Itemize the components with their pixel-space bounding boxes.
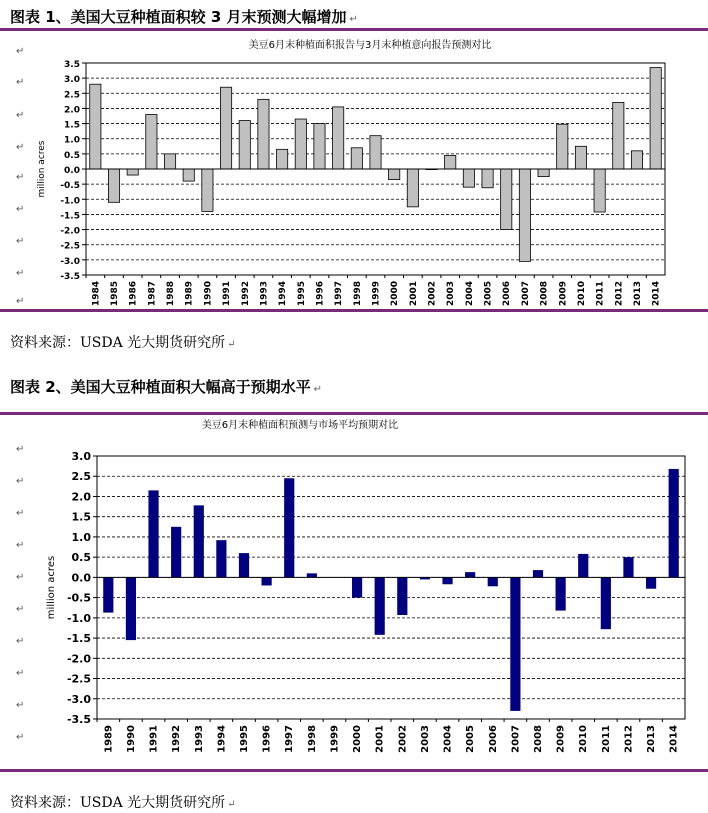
bar	[669, 469, 679, 577]
paragraph-mark-icon: ↵	[16, 700, 25, 711]
y-tick-label: 1.5	[71, 510, 91, 524]
bar	[370, 136, 381, 169]
x-tick-label: 2003	[419, 725, 431, 753]
x-tick-label: 2002	[427, 281, 438, 307]
bar	[307, 573, 317, 577]
x-tick-label: 2006	[502, 281, 513, 307]
y-tick-label: -3.5	[60, 272, 80, 282]
y-tick-label: -3.5	[66, 713, 91, 726]
bar	[127, 169, 138, 175]
chart-title: 美豆6月末种植面积预测与市场平均预期对比	[201, 420, 399, 431]
bar	[519, 169, 530, 261]
x-tick-label: 2001	[374, 725, 386, 753]
bar	[284, 478, 294, 577]
bar	[164, 154, 175, 169]
paragraph-mark-icon: ↵	[16, 204, 25, 215]
bar	[314, 124, 325, 169]
bar	[445, 155, 456, 169]
paragraph-mark-icon: ↵	[16, 110, 25, 121]
paragraph-mark-icon: ↵	[16, 636, 25, 647]
paragraph-mark-icon: ↵	[16, 172, 25, 183]
paragraph-mark-icon: ↵	[16, 572, 25, 583]
paragraph-mark-icon: ↵	[16, 476, 25, 487]
figure2-heading-text: 图表 2、美国大豆种植面积大幅高于预期水平	[10, 378, 311, 396]
y-tick-label: -1.0	[66, 611, 91, 625]
y-tick-label: -1.5	[60, 211, 80, 222]
bar	[90, 84, 101, 169]
paragraph-mark-icon: ↵	[16, 444, 25, 455]
x-tick-label: 1991	[148, 725, 160, 753]
x-tick-label: 2003	[446, 281, 457, 307]
figure2-chart	[0, 416, 708, 768]
y-tick-label: 3.0	[71, 450, 91, 463]
bar	[183, 169, 194, 181]
x-tick-label: 1998	[352, 281, 363, 307]
y-tick-label: -1.0	[60, 196, 80, 207]
figure2-heading	[10, 376, 322, 397]
x-tick-label: 2009	[555, 725, 567, 753]
figure2-bottom-rule	[0, 769, 708, 772]
y-axis-label: million acres	[46, 555, 57, 620]
x-tick-label: 2000	[390, 281, 401, 307]
y-tick-label: -3.0	[66, 692, 91, 706]
y-tick-label: -2.5	[60, 241, 80, 252]
y-tick-label: 0.0	[71, 571, 91, 585]
x-tick-label: 1997	[284, 725, 296, 753]
x-tick-label: 1992	[171, 725, 183, 753]
figure1-top-rule	[0, 28, 708, 31]
bar	[601, 577, 611, 629]
bar	[194, 505, 204, 577]
paragraph-mark-icon: ↵	[16, 508, 25, 519]
bar	[239, 553, 249, 577]
y-tick-label: 2.0	[71, 490, 91, 504]
y-tick-label: -3.0	[60, 256, 80, 267]
x-tick-label: 1990	[203, 281, 214, 307]
x-tick-label: 1994	[216, 725, 228, 753]
bar	[533, 570, 543, 577]
bar	[277, 149, 288, 169]
paragraph-mark-icon: ↵	[227, 339, 236, 350]
bar	[594, 169, 605, 212]
bar	[351, 148, 362, 169]
bar	[488, 577, 498, 586]
paragraph-mark-icon: ↵	[16, 732, 25, 743]
paragraph-mark-icon: ↵	[313, 384, 323, 395]
x-tick-label: 1987	[147, 281, 158, 307]
x-tick-label: 1995	[296, 281, 307, 307]
bar	[202, 169, 213, 211]
y-tick-label: 0.5	[64, 150, 80, 161]
y-axis-label: million acres	[37, 140, 47, 198]
chart-title: 美豆6月末种植面积报告与3月末种植意向报告预测对比	[248, 40, 492, 51]
x-tick-label: 2005	[483, 281, 494, 307]
paragraph-mark-icon: ↵	[16, 268, 25, 279]
x-tick-label: 2012	[623, 725, 635, 753]
x-tick-label: 2004	[442, 725, 454, 753]
x-tick-label: 2002	[397, 725, 409, 753]
x-tick-label: 2000	[352, 725, 364, 753]
bar	[538, 169, 549, 177]
y-tick-label: -1.5	[66, 632, 91, 646]
y-tick-label: 2.0	[64, 105, 80, 116]
figure1-source	[10, 332, 236, 352]
bar	[463, 169, 474, 187]
paragraph-mark-icon: ↵	[227, 799, 236, 810]
bar	[239, 121, 250, 169]
x-tick-label: 2013	[646, 725, 658, 753]
x-tick-label: 1996	[261, 725, 273, 753]
bar	[389, 169, 400, 180]
bar	[631, 151, 642, 169]
bar	[262, 577, 272, 585]
bar	[557, 124, 568, 169]
x-tick-label: 2013	[632, 281, 643, 307]
x-tick-label: 2011	[600, 725, 612, 753]
x-tick-label: 1998	[306, 725, 318, 753]
figure1-source-text: 资料来源：USDA 光大期货研究所	[10, 335, 226, 351]
paragraph-mark-icon: ↵	[16, 77, 25, 88]
x-tick-label: 1993	[193, 725, 205, 753]
bar	[146, 114, 157, 169]
x-tick-label: 2011	[595, 281, 606, 307]
paragraph-mark-icon: ↵	[16, 296, 25, 307]
bar	[510, 577, 520, 711]
bar	[575, 146, 586, 169]
bar	[103, 577, 113, 612]
x-tick-label: 1995	[239, 725, 250, 753]
y-tick-label: -2.0	[66, 652, 91, 666]
bar	[465, 572, 475, 577]
figure2-source-text: 资料来源：USDA 光大期货研究所	[10, 795, 226, 811]
figure1-heading-text: 图表 1、美国大豆种植面积较 3 月末预测大幅增加	[10, 8, 347, 26]
bar	[216, 540, 226, 577]
paragraph-mark-icon: ↵	[349, 14, 358, 25]
y-tick-label: -2.5	[66, 672, 91, 686]
x-tick-label: 1988	[166, 281, 177, 307]
bar	[407, 169, 418, 207]
x-tick-label: 2005	[465, 725, 477, 753]
x-tick-label: 1989	[184, 281, 195, 307]
paragraph-mark-icon: ↵	[16, 540, 25, 551]
bar	[623, 557, 633, 577]
x-tick-label: 2012	[614, 281, 625, 307]
x-tick-label: 2004	[464, 281, 475, 307]
x-tick-label: 1986	[128, 281, 139, 307]
bar	[442, 577, 452, 584]
x-tick-label: 2008	[533, 725, 544, 753]
x-tick-label: 2001	[408, 281, 419, 307]
bar	[126, 577, 136, 640]
y-tick-label: 2.5	[64, 90, 80, 101]
paragraph-mark-icon: ↵	[16, 46, 25, 57]
figure2-top-rule	[0, 412, 708, 415]
bar	[556, 577, 566, 610]
x-tick-label: 2007	[520, 281, 531, 307]
bar	[171, 527, 181, 578]
x-tick-label: 1993	[259, 281, 270, 307]
x-tick-label: 1990	[125, 725, 137, 753]
bar	[295, 119, 306, 169]
bar	[501, 169, 512, 230]
x-tick-label: 2006	[487, 725, 499, 753]
x-tick-label: 1999	[371, 281, 382, 307]
bar	[578, 554, 588, 577]
bar	[482, 169, 493, 188]
plot-frame	[97, 456, 685, 719]
bar	[258, 99, 269, 169]
y-tick-label: -0.5	[60, 181, 80, 192]
y-tick-label: 3.5	[64, 60, 80, 70]
bar	[646, 577, 656, 588]
bar	[650, 68, 661, 169]
figure1-heading	[10, 6, 358, 27]
x-tick-label: 1996	[315, 281, 326, 307]
x-tick-label: 2010	[578, 725, 590, 753]
x-tick-label: 1985	[110, 281, 121, 307]
figure1-chart	[0, 32, 708, 308]
paragraph-mark-icon: ↵	[16, 236, 25, 247]
y-tick-label: -2.0	[60, 226, 80, 237]
bar	[397, 577, 407, 615]
paragraph-mark-icon: ↵	[16, 668, 25, 679]
y-tick-label: 0.5	[71, 551, 91, 565]
y-tick-label: 0.0	[64, 166, 80, 176]
x-tick-label: 2007	[510, 725, 522, 753]
x-tick-label: 1992	[240, 281, 251, 307]
x-tick-label: 1994	[278, 281, 289, 307]
paragraph-mark-icon: ↵	[16, 604, 25, 615]
bar	[220, 87, 231, 169]
x-tick-label: 1984	[91, 281, 102, 307]
bar	[148, 490, 158, 577]
y-tick-label: 3.0	[64, 75, 80, 86]
bar	[352, 577, 362, 597]
y-tick-label: 2.5	[71, 470, 91, 484]
x-tick-label: 1989	[103, 725, 115, 753]
bar	[613, 102, 624, 169]
paragraph-mark-icon: ↵	[16, 142, 25, 153]
y-tick-label: -0.5	[66, 591, 91, 605]
x-tick-label: 1991	[222, 281, 233, 307]
figure2-source	[10, 792, 236, 812]
y-tick-label: 1.0	[71, 530, 91, 544]
x-tick-label: 2010	[576, 281, 587, 307]
x-tick-label: 1999	[329, 725, 341, 753]
bar	[375, 577, 385, 634]
figure1-bottom-rule	[0, 309, 708, 312]
x-tick-label: 2014	[668, 725, 680, 753]
y-tick-label: 1.5	[64, 120, 80, 131]
x-tick-label: 2009	[558, 281, 569, 307]
bar	[333, 107, 344, 169]
y-tick-label: 1.0	[64, 135, 80, 146]
x-tick-label: 2014	[651, 281, 662, 307]
x-tick-label: 1997	[334, 281, 345, 307]
x-tick-label: 2008	[539, 281, 550, 307]
bar	[108, 169, 119, 202]
